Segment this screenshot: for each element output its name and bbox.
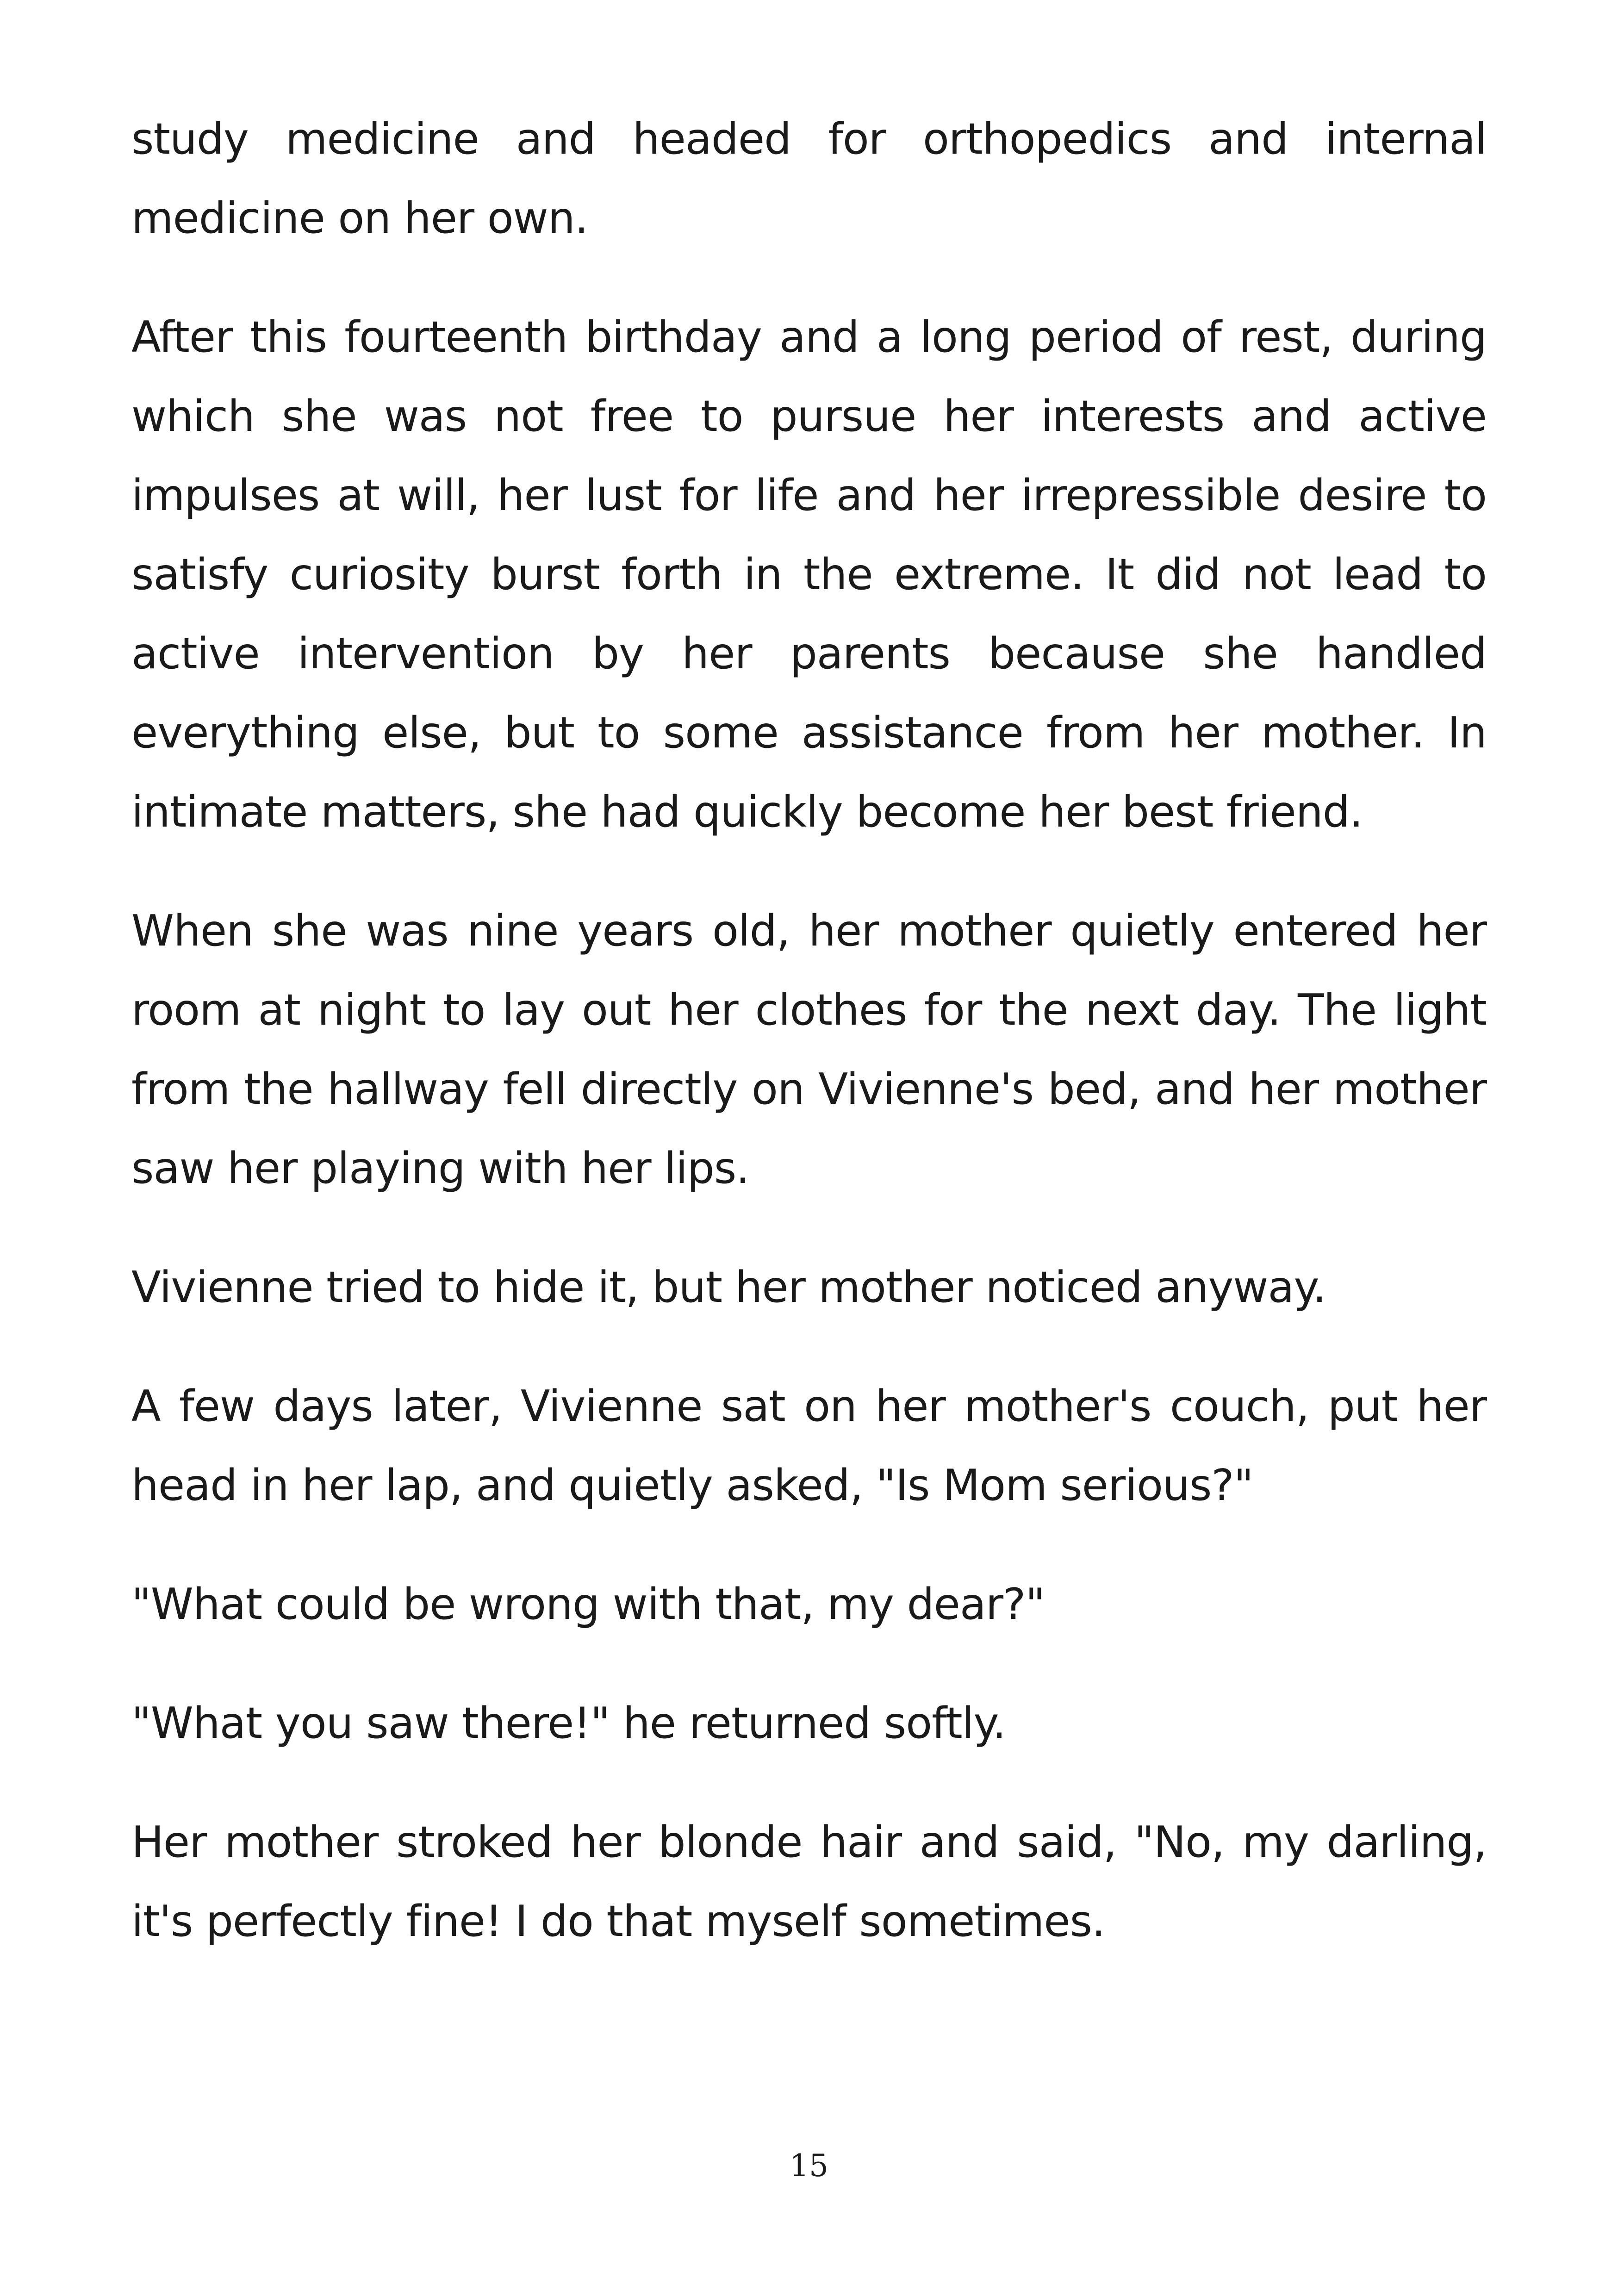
paragraph-8: Her mother stroked her blonde hair and said, "No, my darling, it's perfectly fine! I do that myself sometimes.	[131, 1817, 1487, 1946]
paragraph-2: After this fourteenth birthday and a long period of rest, during which she was not free to pursue her interests and active impulses at will, her lust for life and her irrepressible desire to satisfy curiosity burst forth in the extreme. It did not lead to active intervention by her parents because she handled everything else, but to some assistance from her mother. In intimate matters, she had quickly become her best friend.	[131, 312, 1487, 837]
body-text	[131, 100, 1487, 2001]
paragraph-7: "What you saw there!" he returned softly.	[131, 1698, 1006, 1748]
paragraph-3: When she was nine years old, her mother quietly entered her room at night to lay out her clothes for the next day. The light from the hallway fell directly on Vivienne's bed, and her mother saw her playing with her lips.	[131, 906, 1487, 1193]
paragraph-6: "What could be wrong with that, my dear?"	[131, 1579, 1045, 1629]
page-number: 15	[790, 2148, 828, 2184]
paragraph-5: A few days later, Vivienne sat on her mother's couch, put her head in her lap, and quietly asked, "Is Mom serious?"	[131, 1381, 1487, 1510]
paragraph-4: Vivienne tried to hide it, but her mother noticed anyway.	[131, 1262, 1326, 1312]
paragraph-1: study medicine and headed for orthopedics and internal medicine on her own.	[131, 114, 1487, 243]
